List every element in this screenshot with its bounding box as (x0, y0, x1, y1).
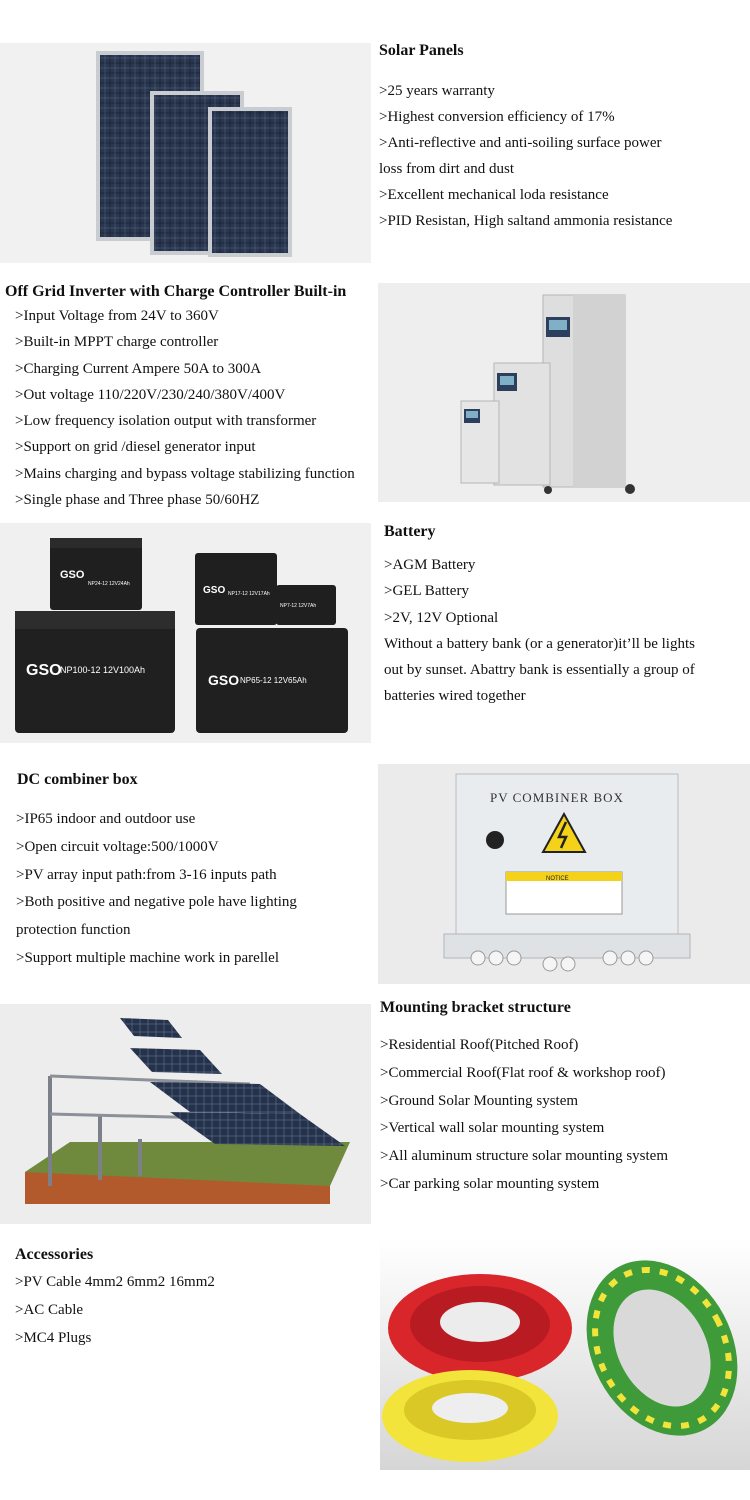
battery-brand: GSO (60, 569, 85, 581)
battery-model: NP100-12 12V100Ah (60, 665, 146, 675)
feature-line: >2V, 12V Optional (384, 609, 499, 626)
feature-line: >Residential Roof(Pitched Roof) (380, 1037, 579, 1053)
battery-brand: GSO (208, 672, 240, 688)
feature-line: >Vertical wall solar mounting system (380, 1120, 605, 1137)
battery-title: Battery (384, 523, 436, 540)
feature-line: protection function (16, 922, 131, 939)
feature-line: >MC4 Plugs (15, 1330, 92, 1346)
solar-panels-photo (0, 43, 371, 263)
feature-line: >Single phase and Three phase 50/60HZ (15, 492, 260, 509)
feature-line: >25 years warranty (379, 83, 495, 99)
combiner-title: DC combiner box (17, 771, 138, 788)
feature-line: >PV Cable 4mm2 6mm2 16mm2 (15, 1274, 215, 1290)
combiner-box-photo (378, 764, 750, 984)
feature-line: >Open circuit voltage:500/1000V (16, 838, 219, 855)
combiner-features (16, 806, 297, 973)
battery-model: NP17-12 12V17Ah (228, 591, 270, 597)
feature-line: >Car parking solar mounting system (380, 1175, 600, 1192)
feature-line: >Mains charging and bypass voltage stabilizing function (15, 465, 355, 482)
feature-line: >IP65 indoor and outdoor use (16, 811, 196, 827)
battery-brand: GSO (26, 662, 62, 679)
feature-line: >Input Voltage from 24V to 360V (15, 308, 219, 324)
feature-line: batteries wired together (384, 688, 526, 705)
inverter-title: Off Grid Inverter with Charge Controller Built-in (5, 283, 347, 300)
mounting-photo (0, 1004, 371, 1224)
combiner-box-illustration (378, 764, 750, 984)
inverter-features (15, 303, 355, 513)
cables-photo (380, 1238, 750, 1470)
feature-line: >PID Resistan, High saltand ammonia resistance (379, 213, 673, 229)
feature-line: >Commercial Roof(Flat roof & workshop roof) (380, 1064, 666, 1081)
feature-line: >Highest conversion efficiency of 17% (379, 109, 615, 125)
cables-illustration (380, 1238, 750, 1470)
battery-model: NP65-12 12V65Ah (240, 676, 307, 685)
feature-line: >Built-in MPPT charge controller (15, 334, 219, 351)
feature-line: >AC Cable (15, 1302, 84, 1318)
feature-line: >GEL Battery (384, 583, 469, 600)
battery-model: NP7-12 12V7Ah (280, 603, 317, 609)
combiner-box-label: PV COMBINER BOX (490, 790, 624, 805)
battery-illustration (0, 523, 371, 743)
solar-panels-features (379, 78, 672, 234)
battery-features (384, 552, 695, 710)
feature-line: >Support multiple machine work in parellel (16, 949, 279, 966)
feature-line: >All aluminum structure solar mounting system (380, 1148, 669, 1165)
feature-line: >Both positive and negative pole have lighting (16, 894, 297, 911)
battery-brand: GSO (203, 585, 226, 596)
notice-label: NOTICE (546, 876, 569, 882)
feature-line: Without a battery bank (or a generator)it’ll be lights (384, 635, 695, 652)
battery-photo (0, 523, 371, 743)
mounting-illustration (0, 1004, 371, 1224)
inverter-photo (378, 283, 750, 502)
feature-line: >Charging Current Ampere 50A to 300A (15, 360, 262, 377)
feature-line: >Excellent mechanical loda resistance (379, 187, 609, 203)
solar-panels-illustration (0, 43, 371, 263)
feature-line: >Low frequency isolation output with transformer (15, 413, 317, 430)
feature-line: >Out voltage 110/220V/230/240/380V/400V (15, 386, 286, 403)
inverter-illustration (378, 283, 750, 502)
mounting-features (380, 1032, 668, 1199)
accessories-title: Accessories (15, 1246, 94, 1263)
mounting-title: Mounting bracket structure (380, 999, 571, 1016)
solar-panels-title: Solar Panels (379, 42, 464, 59)
feature-line: loss from dirt and dust (379, 161, 514, 177)
feature-line: >Ground Solar Mounting system (380, 1092, 579, 1109)
feature-line: >Support on grid /diesel generator input (15, 439, 256, 456)
feature-line: >AGM Battery (384, 557, 476, 573)
feature-line: >PV array input path:from 3-16 inputs path (16, 866, 277, 883)
battery-model: NP24-12 12V24Ah (88, 581, 130, 587)
feature-line: out by sunset. Abattry bank is essentially a group of (384, 662, 695, 679)
accessories-features (15, 1268, 215, 1352)
feature-line: >Anti-reflective and anti-soiling surface power (379, 135, 662, 151)
